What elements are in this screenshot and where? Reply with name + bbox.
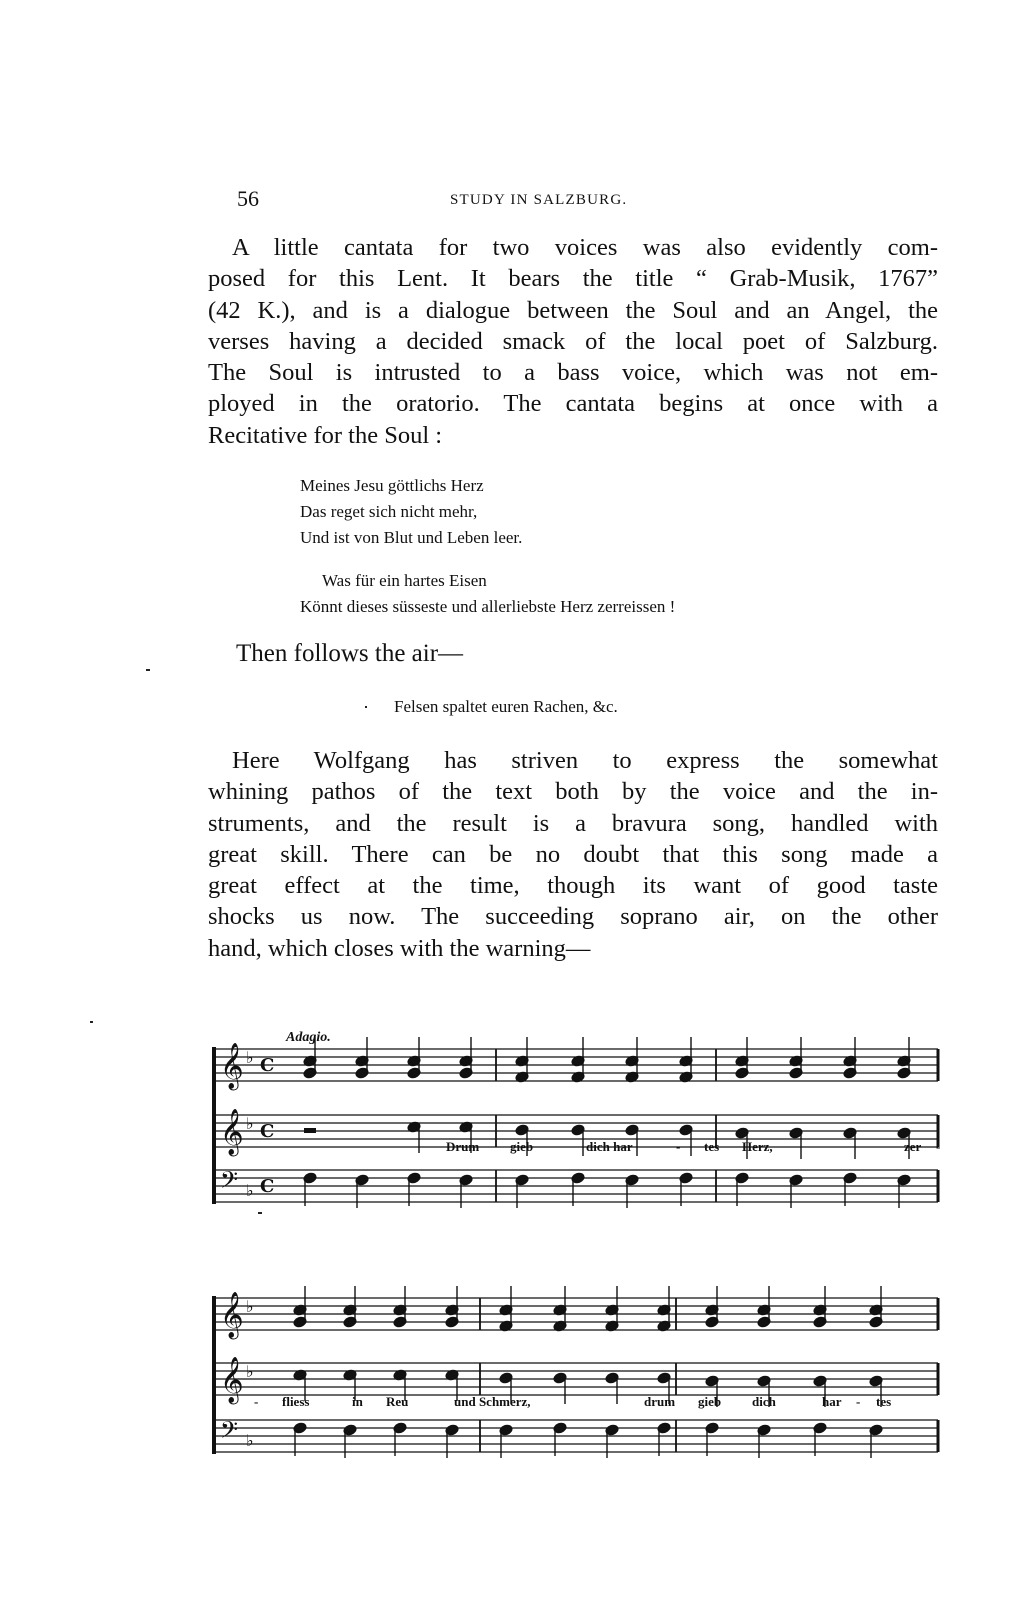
running-title: STUDY IN SALZBURG. bbox=[450, 192, 628, 208]
lyric: in bbox=[352, 1394, 363, 1409]
air-intro: Then follows the air— bbox=[236, 640, 464, 667]
verse-line: Was für ein hartes Eisen bbox=[322, 571, 487, 590]
time-signature: C bbox=[260, 1055, 275, 1076]
flat-icon: ♭ bbox=[246, 1362, 254, 1381]
lyric: Drum bbox=[446, 1139, 480, 1154]
air-quote: Felsen spaltet euren Rachen, &c. bbox=[394, 697, 618, 716]
scan-speck bbox=[146, 669, 150, 671]
half-rest bbox=[304, 1128, 316, 1133]
text-line: whining pathos of the text both by the voice and the in- bbox=[208, 778, 938, 806]
lyric: zer bbox=[904, 1139, 922, 1154]
text-line: Here Wolfgang has striven to express the somewhat bbox=[232, 747, 938, 774]
treble-clef-icon: 𝄞 bbox=[220, 1043, 244, 1089]
text-line: great effect at the time, though its want of good taste bbox=[208, 872, 938, 900]
lyric: - bbox=[254, 1394, 259, 1409]
text-line: verses having a decided smack of the local poet of Salzburg. bbox=[208, 327, 938, 355]
scan-speck bbox=[258, 1212, 262, 1214]
bass-clef-icon: 𝄢 bbox=[220, 1416, 239, 1449]
lyric: und Schmerz, bbox=[454, 1394, 531, 1409]
flat-icon: ♭ bbox=[246, 1431, 254, 1450]
lyric: - bbox=[936, 1139, 941, 1154]
bass-clef-icon: 𝄢 bbox=[220, 1166, 239, 1199]
text-line: shocks us now. The succeeding soprano air, on the other bbox=[208, 903, 938, 931]
flat-icon: ♭ bbox=[246, 1048, 254, 1067]
lyric: drum bbox=[644, 1394, 676, 1409]
lyric: - bbox=[856, 1394, 861, 1409]
tempo-marking: Adagio. bbox=[286, 1030, 331, 1045]
treble-clef-icon: 𝄞 bbox=[220, 1357, 244, 1403]
page-number: 56 bbox=[237, 186, 259, 211]
lyric: gieb bbox=[698, 1394, 722, 1409]
treble-clef-icon: 𝄞 bbox=[220, 1292, 244, 1338]
flat-icon: ♭ bbox=[246, 1297, 254, 1316]
lyric: fliess bbox=[282, 1394, 310, 1409]
lyric: - bbox=[676, 1139, 681, 1154]
system-bracket bbox=[212, 1296, 216, 1454]
verse-line: Könnt dieses süsseste und allerliebste Herz zerreissen ! bbox=[300, 597, 676, 616]
text-line: hand, which closes with the warning— bbox=[208, 934, 591, 962]
lyric: dich bbox=[752, 1394, 776, 1409]
verse-line: Meines Jesu göttlichs Herz bbox=[300, 476, 484, 495]
lyric: dich har bbox=[586, 1139, 633, 1154]
text-line: ployed in the oratorio. The cantata begins at once with a bbox=[208, 390, 938, 418]
text-line: (42 K.), and is a dialogue between the Soul and an Angel, the bbox=[208, 296, 938, 324]
text-line: struments, and the result is a bravura song, handled with bbox=[208, 809, 938, 837]
lyric: Reu bbox=[386, 1394, 409, 1409]
flat-icon: ♭ bbox=[246, 1114, 254, 1133]
text-line: posed for this Lent. It bears the title “ Grab-Musik, 1767” bbox=[208, 265, 938, 293]
lyric: har bbox=[822, 1394, 842, 1409]
text-line: A little cantata for two voices was also evidently com- bbox=[232, 234, 938, 261]
treble-clef-icon: 𝄞 bbox=[220, 1109, 244, 1155]
lyric: Herz, bbox=[742, 1139, 773, 1154]
verse-line: Und ist von Blut und Leben leer. bbox=[300, 528, 523, 547]
time-signature: C bbox=[260, 1176, 275, 1197]
lyric: tes bbox=[876, 1394, 892, 1409]
scan-speck bbox=[90, 1021, 93, 1023]
text-line: Recitative for the Soul : bbox=[208, 421, 443, 449]
scan-speck bbox=[365, 706, 367, 708]
text-line: The Soul is intrusted to a bass voice, which was not em- bbox=[208, 359, 938, 387]
lyric: gieb bbox=[510, 1139, 534, 1154]
lyric: tes bbox=[704, 1139, 720, 1154]
flat-icon: ♭ bbox=[246, 1181, 254, 1200]
text-line: great skill. There can be no doubt that this song made a bbox=[208, 840, 938, 868]
time-signature: C bbox=[260, 1121, 275, 1142]
verse-line: Das reget sich nicht mehr, bbox=[300, 502, 478, 521]
system-bracket bbox=[212, 1047, 216, 1204]
